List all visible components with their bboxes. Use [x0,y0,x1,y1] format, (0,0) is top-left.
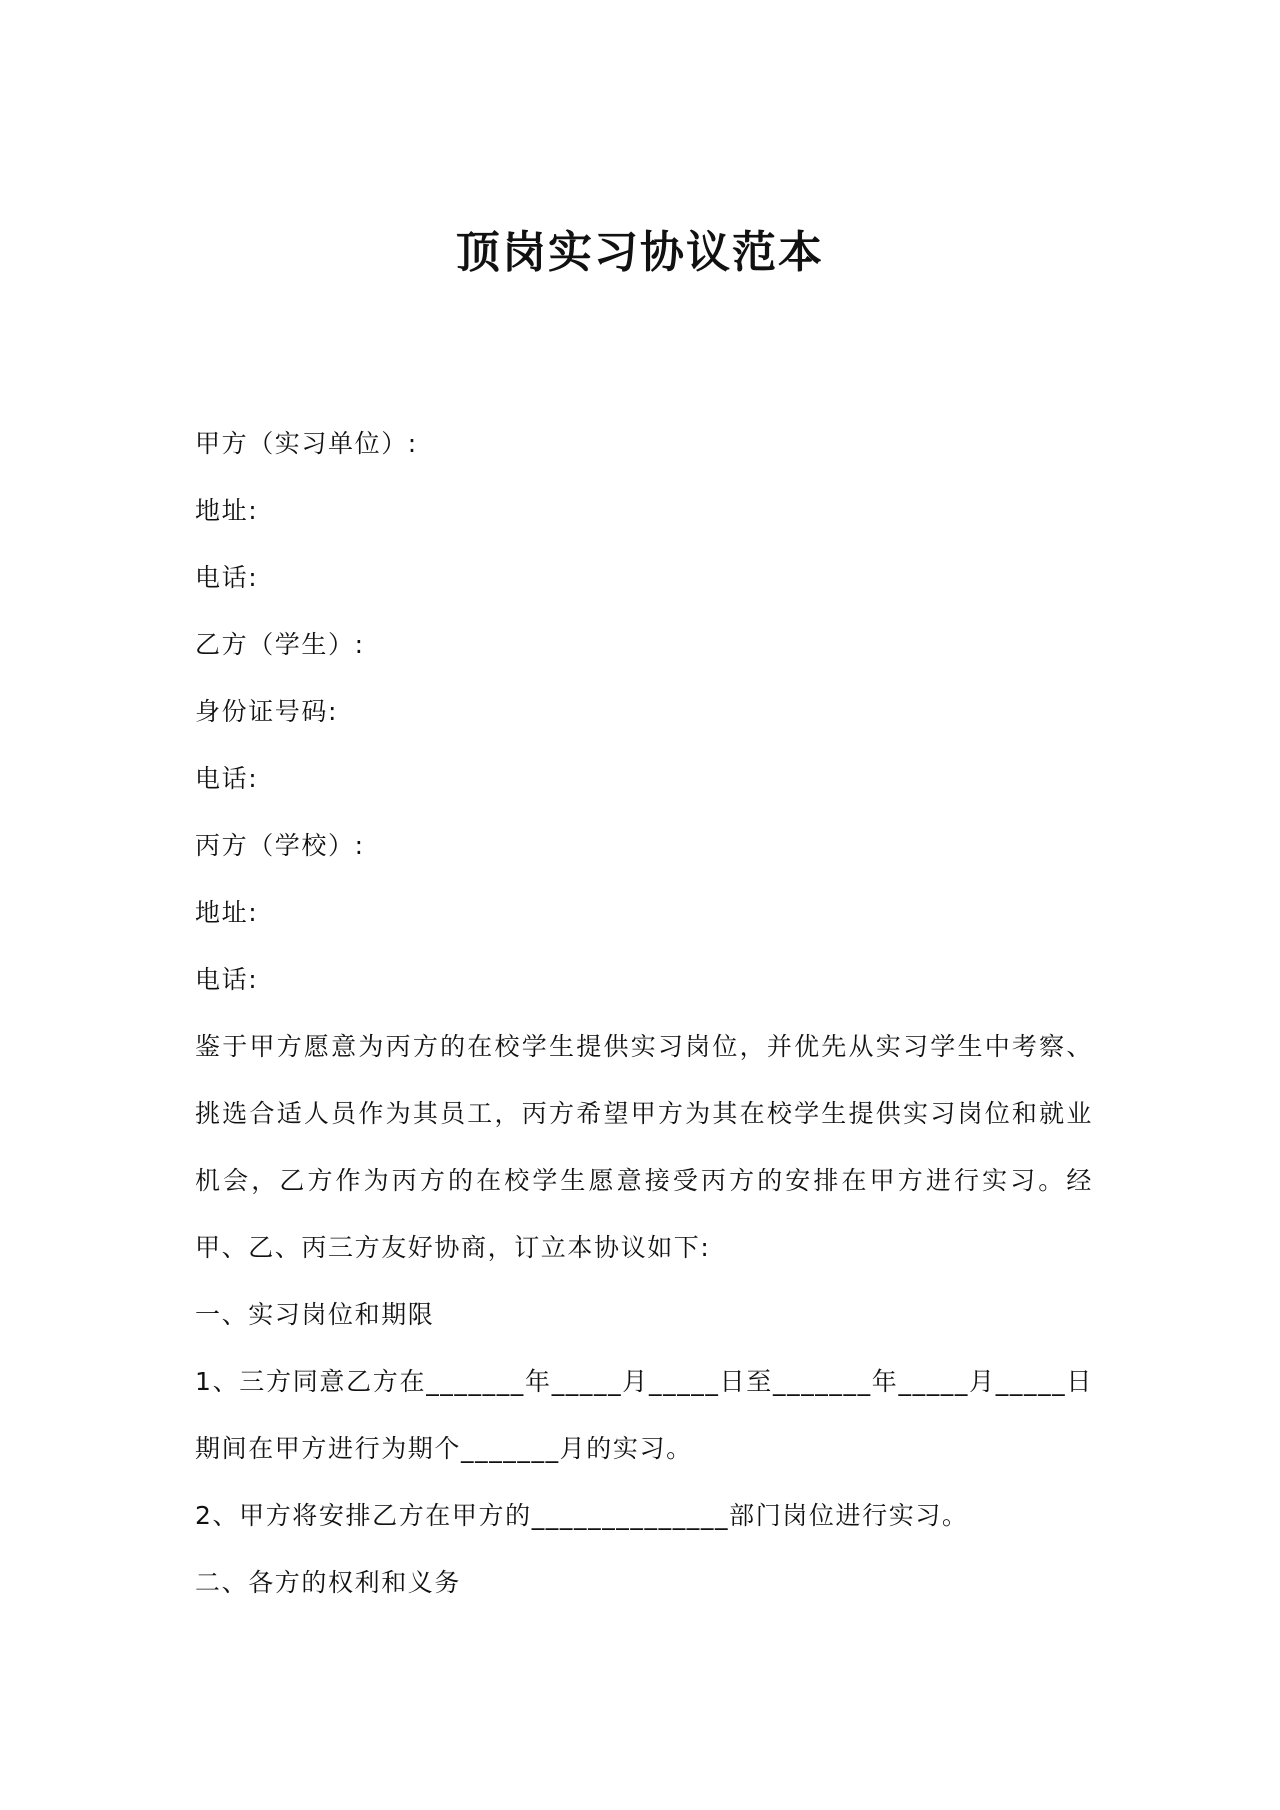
clause-2: 2、甲方将安排乙方在甲方的______________部门岗位进行实习。 [195,1501,969,1530]
field-party-b: 乙方（学生）: [195,630,365,659]
field-party-a-phone: 电话: [195,563,259,592]
field-party-b-phone: 电话: [195,764,259,793]
document-body [195,410,1093,1616]
document-title: 顶岗实习协议范本 [456,227,824,278]
field-party-c-address: 地址: [195,898,259,927]
field-party-c-phone: 电话: [195,965,259,994]
section-heading-2: 二、各方的权利和义务 [195,1568,462,1597]
field-party-c: 丙方（学校）: [195,831,365,860]
field-party-a-address: 地址: [195,496,259,525]
field-party-b-id: 身份证号码: [195,697,339,726]
clause-1: 1、三方同意乙方在_______年_____月_____日至_______年_____月_____日期间在甲方进行为期个_______月的实习。 [195,1367,1093,1463]
section-heading-1: 一、实习岗位和期限 [195,1300,435,1329]
field-party-a: 甲方（实习单位）: [195,429,418,458]
intro-paragraph: 鉴于甲方愿意为丙方的在校学生提供实习岗位，并优先从实习学生中考察、挑选合适人员作为其员工，丙方希望甲方为其在校学生提供实习岗位和就业机会，乙方作为丙方的在校学生愿意接受丙方的安排在甲方进行实习。经甲、乙、丙三方友好协商，订立本协议如下: [195,1032,1093,1262]
